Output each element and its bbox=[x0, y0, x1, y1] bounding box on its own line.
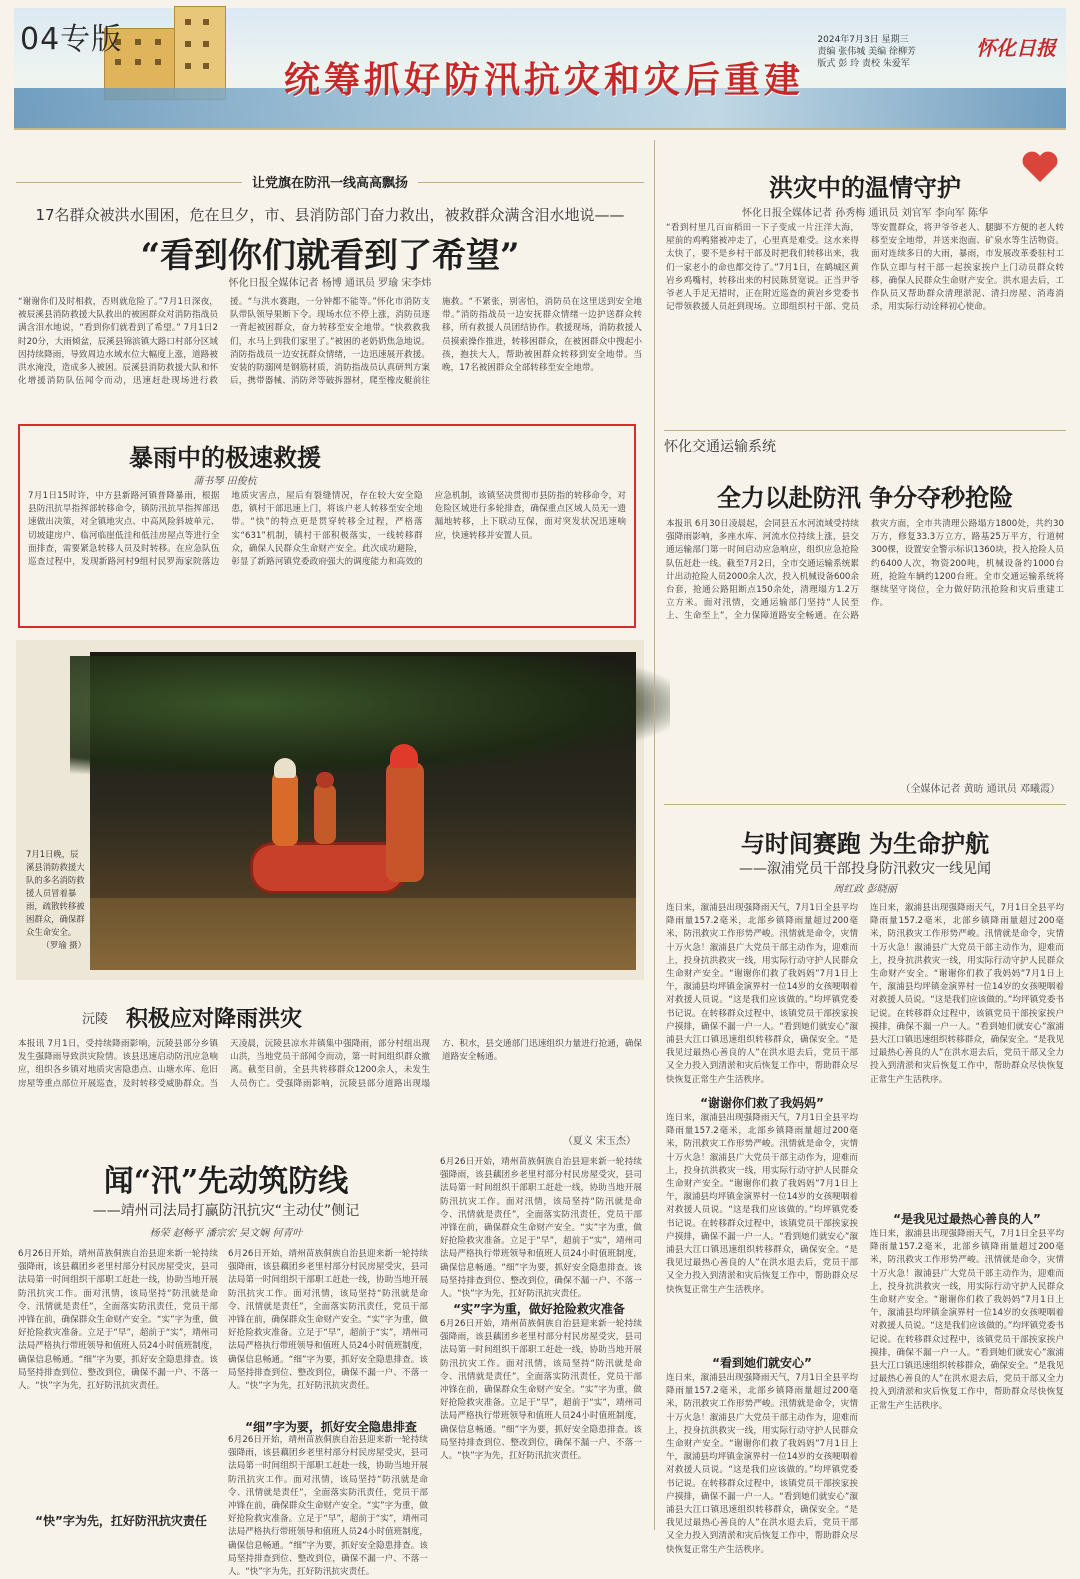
article-body: 连日来，溆浦县出现强降雨天气，7月1日全县平均降雨量157.2毫米，北部乡镇降雨量超过200毫米，防汛救灾工作形势严峻。汛情就是命令，灾情十万火急！溆浦县广大党员干部主动作为，迎难而上，投身抗洪救灾一线，用实际行动守护人民群众生命财产安全。“谢谢你们救了我妈妈”7月1日上午，溆浦县均坪镇金演界村一位14岁的女孩哽咽着对救援人员说。“这是我们应该做的。”均坪镇党委书记说。在转移群众过程中，该镇党员干部挨家挨户摸排，确保不漏一户一人。“看到她们就安心”溆浦县大江口镇迅速组织转移群众，确保安全。“是我见过最热心善良的人”在洪水退去后，党员干部又全力投入到清淤和灾后恢复工作中，帮助群众尽快恢复正常生产生活秩序。 bbox=[666, 1373, 858, 1555]
section-divider bbox=[664, 804, 1066, 805]
article-kicker: ——溆浦党员干部投身防汛救灾一线见闻 bbox=[739, 861, 991, 877]
article-rescue-hope bbox=[16, 172, 644, 422]
rescue-photo bbox=[90, 652, 636, 970]
article-rapid-rescue bbox=[18, 424, 636, 628]
article-kicker: ——靖州司法局打赢防汛抗灾“主动仗”侧记 bbox=[92, 1203, 360, 1219]
article-body: 连日来，溆浦县出现强降雨天气，7月1日全县平均降雨量157.2毫米，北部乡镇降雨量超过200毫米，防汛救灾工作形势严峻。汛情就是命令，灾情十万火急！溆浦县广大党员干部主动作为，迎难而上，投身抗洪救灾一线，用实际行动守护人民群众生命财产安全。“谢谢你们救了我妈妈”7月1日上午，溆浦县均坪镇金演界村一位14岁的女孩哽咽着对救援人员说。“这是我们应该做的。”均坪镇党委书记说。在转移群众过程中，该镇党员干部挨家挨户摸排，确保不漏一户一人。“看到她们就安心”溆浦县大江口镇迅速组织转移群众，确保安全。“是我见过最热心善良的人”在洪水退去后，党员干部又全力投入到清淤和灾后恢复工作中，帮助群众尽快恢复正常生产生活秩序。 bbox=[666, 1113, 858, 1295]
article-title: 全力以赴防汛 争分夺秒抢险 bbox=[716, 483, 1014, 512]
article-subhead: “是我见过最热心善良的人” bbox=[893, 1212, 1041, 1226]
article-subhead: “看到她们就安心” bbox=[712, 1356, 812, 1370]
article-byline: 蒲书琴 田俊杭 bbox=[193, 476, 257, 487]
article-body: 6月26日开始，靖州苗族侗族自治县迎来新一轮持续强降雨，该县藕团乡老里村部分村民房屋受灾，县司法局第一时间组织干部职工赶赴一线，协助当地开展防汛抗灾工作。面对汛情，该局坚持“防汛就是命令、汛情就是责任”，全面落实防汛责任，党员干部冲锋在前，确保群众生命财产安全。“实”字为重，做好抢险救灾准备。立足于“早”，超前于“实”，靖州司法局严格执行带班领导和值班人员24小时值班制度，确保信息畅通。“细”字为要，抓好安全隐患排查。该局坚持排查到位、整改到位，确保不漏一户、不落一人。“快”字为先，扛好防汛抗灾责任。 bbox=[440, 1319, 642, 1462]
article-warm-guard bbox=[664, 150, 1066, 430]
masthead-banner bbox=[14, 8, 1066, 130]
article-title: 洪灾中的温情守护 bbox=[769, 173, 961, 202]
article-body: 本报讯 7月1日，受持续降雨影响，沅陵县部分乡镇发生强降雨导致洪灾险情。该县迅速启动防汛应急响应，组织各乡镇对地质灾害隐患点、山塘水库、危旧房屋等重点部位开展巡查，及时转移受威胁群众。当天凌晨，沅陵县凉水井镇集中强降雨，部分村组出现山洪，当地党员干部闻令而动，第一时间组织群众撤离。截至目前，全县共转移群众1200余人，未发生人员伤亡。受强降雨影响，沅陵县部分道路出现塌方、积水，县交通部门迅速组织力量进行抢通，确保道路安全畅通。 bbox=[18, 1039, 642, 1089]
article-byline: 怀化日报全媒体记者 孙秀梅 通讯员 刘官军 李向军 陈华 bbox=[742, 208, 988, 219]
article-body: 6月26日开始，靖州苗族侗族自治县迎来新一轮持续强降雨，该县藕团乡老里村部分村民房屋受灾，县司法局第一时间组织干部职工赶赴一线，协助当地开展防汛抗灾工作。面对汛情，该局坚持“防汛就是命令、汛情就是责任”，全面落实防汛责任，党员干部冲锋在前，确保群众生命财产安全。“实”字为重，做好抢险救灾准备。立足于“早”，超前于“实”，靖州司法局严格执行带班领导和值班人员24小时值班制度，确保信息畅通。“细”字为要，抓好安全隐患排查。该局坚持排查到位、整改到位，确保不漏一户、不落一人。“快”字为先，扛好防汛抗灾责任。 bbox=[18, 1249, 218, 1392]
section-divider bbox=[664, 430, 1066, 431]
paper-logo: 怀化日报 bbox=[976, 36, 1056, 60]
photo-block bbox=[16, 640, 644, 980]
article-subhead: “谢谢你们救了我妈妈” bbox=[700, 1096, 824, 1110]
article-body: 6月26日开始，靖州苗族侗族自治县迎来新一轮持续强降雨，该县藕团乡老里村部分村民房屋受灾，县司法局第一时间组织干部职工赶赴一线，协助当地开展防汛抗灾工作。面对汛情，该局坚持“防汛就是命令、汛情就是责任”，全面落实防汛责任，党员干部冲锋在前，确保群众生命财产安全。“实”字为重，做好抢险救灾准备。立足于“早”，超前于“实”，靖州司法局严格执行带班领导和值班人员24小时值班制度，确保信息畅通。“细”字为要，抓好安全隐患排查。该局坚持排查到位、整改到位，确保不漏一户、不落一人。“快”字为先，扛好防汛抗灾责任。 bbox=[228, 1435, 428, 1578]
article-body: “看到村里几百亩稻田一下子变成一片汪洋大海，屋前的鸡鸭猪被冲走了，心里真是难受。这水来得太快了，要不是乡村干部及时把我们转移出来，我们一家老小的命也都交待了。”7月1日，在鹤城区黄岩乡鸡嘴村，转移出来的村民陈贤宽说。正当尹爷爷老人手足无措时，正在附近巡查的黄岩乡党委书记带领救援人员赶到现场。立即组织村干部、党员等安置群众，将尹爷爷老人、腿脚不方便的老人转移至安全地带，并送来泡面、矿泉水等生活物资。面对连续多日的大雨，暴雨，市发展改革委驻村工作队立即与村干部一起挨家挨户上门动员群众转移，确保人民群众生命财产安全。洪水退去后，工作队员又帮助群众清理淤泥、清扫房屋、消毒消杀，用实际行动诠释初心使命。 bbox=[666, 223, 1064, 313]
article-body: 6月26日开始，靖州苗族侗族自治县迎来新一轮持续强降雨，该县藕团乡老里村部分村民房屋受灾，县司法局第一时间组织干部职工赶赴一线，协助当地开展防汛抗灾工作。面对汛情，该局坚持“防汛就是命令、汛情就是责任”，全面落实防汛责任，党员干部冲锋在前，确保群众生命财产安全。“实”字为重，做好抢险救灾准备。立足于“早”，超前于“实”，靖州司法局严格执行带班领导和值班人员24小时值班制度，确保信息畅通。“细”字为要，抓好安全隐患排查。该局坚持排查到位、整改到位，确保不漏一户、不落一人。“快”字为先，扛好防汛抗灾责任。 bbox=[440, 1157, 642, 1300]
rubber-boat bbox=[250, 842, 406, 894]
photo-credit: （罗瑜 摄） bbox=[41, 940, 86, 950]
article-body: 连日来，溆浦县出现强降雨天气，7月1日全县平均降雨量157.2毫米，北部乡镇降雨量超过200毫米，防汛救灾工作形势严峻。汛情就是命令，灾情十万火急！溆浦县广大党员干部主动作为，迎难而上，投身抗洪救灾一线，用实际行动守护人民群众生命财产安全。“谢谢你们救了我妈妈”7月1日上午，溆浦县均坪镇金演界村一位14岁的女孩哽咽着对救援人员说。“这是我们应该做的。”均坪镇党委书记说。在转移群众过程中，该镇党员干部挨家挨户摸排，确保不漏一户一人。“看到她们就安心”溆浦县大江口镇迅速组织转移群众，确保安全。“是我见过最热心善良的人”在洪水退去后，党员干部又全力投入到清淤和灾后恢复工作中，帮助群众尽快恢复正常生产生活秩序。 bbox=[870, 1229, 1064, 1411]
article-title: 闻“汛”先动筑防线 bbox=[103, 1164, 349, 1199]
article-body: 连日来，溆浦县出现强降雨天气，7月1日全县平均降雨量157.2毫米，北部乡镇降雨量超过200毫米，防汛救灾工作形势严峻。汛情就是命令，灾情十万火急！溆浦县广大党员干部主动作为，迎难而上，投身抗洪救灾一线，用实际行动守护人民群众生命财产安全。“谢谢你们救了我妈妈”7月1日上午，溆浦县均坪镇金演界村一位14岁的女孩哽咽着对救援人员说。“这是我们应该做的。”均坪镇党委书记说。在转移群众过程中，该镇党员干部挨家挨户摸排，确保不漏一户一人。“看到她们就安心”溆浦县大江口镇迅速组织转移群众，确保安全。“是我见过最热心善良的人”在洪水退去后，党员干部又全力投入到清淤和灾后恢复工作中，帮助群众尽快恢复正常生产生活秩序。 bbox=[870, 903, 1064, 1085]
article-credit: （全媒体记者 黄昉 通讯员 邓曦霞） bbox=[900, 784, 1060, 795]
article-subhead: “细”字为要，抓好安全隐患排查 bbox=[245, 1420, 417, 1434]
article-body: 本报讯 6月30日凌晨起，会同县五水河流域受持续强降雨影响，多座水库、河流水位持续上涨，县交通运输部门第一时间启动应急响应，组织应急抢险队伍赶赴一线。截至7月2日，全市交通运输系统累计出动抢险人员2000余人次，投入机械设备600余台套，抢通公路阻断点150余处，清理塌方1.2万立方米。面对汛情，交通运输部门坚持“人民至上、生命至上”，全力保障道路安全畅通。在公路救灾方面，全市共清理公路塌方1800处，共约30万方，修复33.3万立方，路基25万平方，行道树300棵，设置安全警示标识1360块，投入抢险人员约6400人次，物资200吨，机械设备约1000台班，抢险车辆约1200台班。全市交通运输系统将继续坚守岗位，全力做好防汛抢险和灾后重建工作。 bbox=[666, 519, 1064, 622]
editors-line: 责编 张伟城 美编 徐柳芳 bbox=[817, 47, 916, 57]
article-body: 7月1日15时许，中方县新路河镇普降暴雨，根据县防汛抗旱指挥部转移命令，镇防汛抗旱指挥部迅速做出决策，对全镇地灾点、中高风险斜坡单元、切坡建房户、临河临崖低洼和低洼房屋点等进行全面排查，需要紧急转移人员及时转移。在应急队伍巡查过程中，发现新路河村9组村民罗海家院落边地质灾害点，屋后有裂缝情况，存在较大安全隐患，镇村干部迅速上门，将该户老人转移至安全地带。“快”的特点更是贯穿转移全过程，严格落实“631”机制，镇村干部积极落实，一线转移群众，确保人民群众生命财产安全。此次成功避险，彰显了新路河镇党委政府强大的调度能力和高效的应急机制，该镇坚决贯彻市县防指的转移命令，对危险区域进行多轮排查，确保重点区域人员无一遗漏地转移，上下联动互保，面对突发状况迅速响应，快速转移并安置人员。 bbox=[28, 491, 626, 568]
article-kicker: 17名群众被洪水围困，危在旦夕，市、县消防部门奋力救出，被救群众满含泪水地说—— bbox=[35, 206, 625, 224]
article-subhead: “实”字为重，做好抢险救灾准备 bbox=[453, 1302, 625, 1316]
page-headline: 统筹抓好防汛抗灾和灾后重建 bbox=[284, 60, 805, 101]
editors-line: 版式 彭 玲 责校 朱爱军 bbox=[817, 59, 910, 69]
article-yuanling bbox=[16, 1002, 644, 1150]
caption-text: 7月1日晚，辰溪县消防救援大队的多名消防救援人员冒着暴雨，疏散转移被困群众，确保群众生命安全。 bbox=[26, 849, 85, 937]
article-title: “看到你们就看到了希望” bbox=[140, 236, 520, 276]
article-subhead: “快”字为先，扛好防汛抗灾责任 bbox=[35, 1514, 207, 1528]
firefighter-figure bbox=[386, 762, 424, 882]
article-byline: 杨荣 赵畅平 潘宗宏 吴文娴 何青叶 bbox=[149, 1228, 303, 1239]
article-jingzhou bbox=[16, 1156, 644, 1578]
article-xupu bbox=[664, 810, 1066, 1555]
article-body: 6月26日开始，靖州苗族侗族自治县迎来新一轮持续强降雨，该县藕团乡老里村部分村民房屋受灾，县司法局第一时间组织干部职工赶赴一线，协助当地开展防汛抗灾工作。面对汛情，该局坚持“防汛就是命令、汛情就是责任”，全面落实防汛责任，党员干部冲锋在前，确保群众生命财产安全。“实”字为重，做好抢险救灾准备。立足于“早”，超前于“实”，靖州司法局严格执行带班领导和值班人员24小时值班制度，确保信息畅通。“细”字为要，抓好安全隐患排查。该局坚持排查到位、整改到位，确保不漏一户、不落一人。“快”字为先，扛好防汛抗灾责任。 bbox=[228, 1249, 428, 1392]
article-credit: （夏义 宋玉杰） bbox=[562, 1136, 636, 1147]
article-byline: 周红政 彭晓丽 bbox=[833, 884, 897, 895]
article-title: 积极应对降雨洪灾 bbox=[126, 1006, 303, 1032]
column-divider bbox=[654, 140, 655, 1530]
section-tag: 沅陵 bbox=[82, 1012, 109, 1027]
floodwater bbox=[90, 898, 636, 970]
photo-caption bbox=[26, 848, 86, 952]
article-title: 与时间赛跑 为生命护航 bbox=[740, 829, 990, 858]
article-transport bbox=[664, 436, 1066, 800]
article-byline: 怀化日报全媒体记者 杨博 通讯员 罗瑜 宋李炜 bbox=[228, 278, 432, 289]
article-title: 暴雨中的极速救援 bbox=[129, 443, 321, 472]
page-label: 04专版 bbox=[20, 22, 123, 57]
issue-date: 2024年7月3日 星期三 bbox=[817, 35, 909, 45]
article-body: 连日来，溆浦县出现强降雨天气，7月1日全县平均降雨量157.2毫米，北部乡镇降雨量超过200毫米，防汛救灾工作形势严峻。汛情就是命令，灾情十万火急！溆浦县广大党员干部主动作为，迎难而上，投身抗洪救灾一线，用实际行动守护人民群众生命财产安全。“谢谢你们救了我妈妈”7月1日上午，溆浦县均坪镇金演界村一位14岁的女孩哽咽着对救援人员说。“这是我们应该做的。”均坪镇党委书记说。在转移群众过程中，该镇党员干部挨家挨户摸排，确保不漏一户一人。“看到她们就安心”溆浦县大江口镇迅速组织转移群众，确保安全。“是我见过最热心善良的人”在洪水退去后，党员干部又全力投入到清淤和灾后恢复工作中，帮助群众尽快恢复正常生产生活秩序。 bbox=[666, 903, 858, 1085]
article-body: “谢谢你们及时相救，否则就危险了。”7月1日深夜，被辰溪县消防救援大队救出的被困群众对消防指战员满含泪水地说，“看到你们就看到了希望。” 7月1日2时20分，大雨倾盆，辰溪县锦滨镇大路口村部分区域因持续降雨，导致周边水域水位大幅度上涨，道路被洪水淹没，造成多人被困。辰溪县消防救援大队和怀化增援消防队伍闻令而动，迅速赶赴现场进行救援。“与洪水赛跑，一分钟都不能等。”怀化市消防支队带队领导果断下令。现场水位不停上涨，消防员逐一背起被困群众，奋力转移至安全地带。“快救救我们，水马上到我们家里了。”被困的老奶奶焦急地说。消防指战员一边安抚群众情绪，一边迅速展开救援。安装的防溺网是钢筋材质，消防指战员认真研判方案后，携带器械、消防斧等破拆器材，爬至橡皮艇前往施救。“不紧张，别害怕，消防员在这里送到安全地带。”消防指战员一边安抚群众情绪一边护送群众转移，所有救援人员团结协作。救援现场，消防救援人员摸索操作推进，转移困群众，在被困群众中搜起小孩，抱扶大人，帮助被困群众转移到安全地带。当晚，17名被困群众全部转移至安全地带。 bbox=[18, 297, 642, 387]
section-tag: 让党旗在防汛一线高高飘扬 bbox=[242, 176, 418, 191]
building-illustration bbox=[174, 6, 226, 100]
section-tag: 怀化交通运输系统 bbox=[664, 439, 776, 455]
issue-meta bbox=[817, 34, 916, 70]
